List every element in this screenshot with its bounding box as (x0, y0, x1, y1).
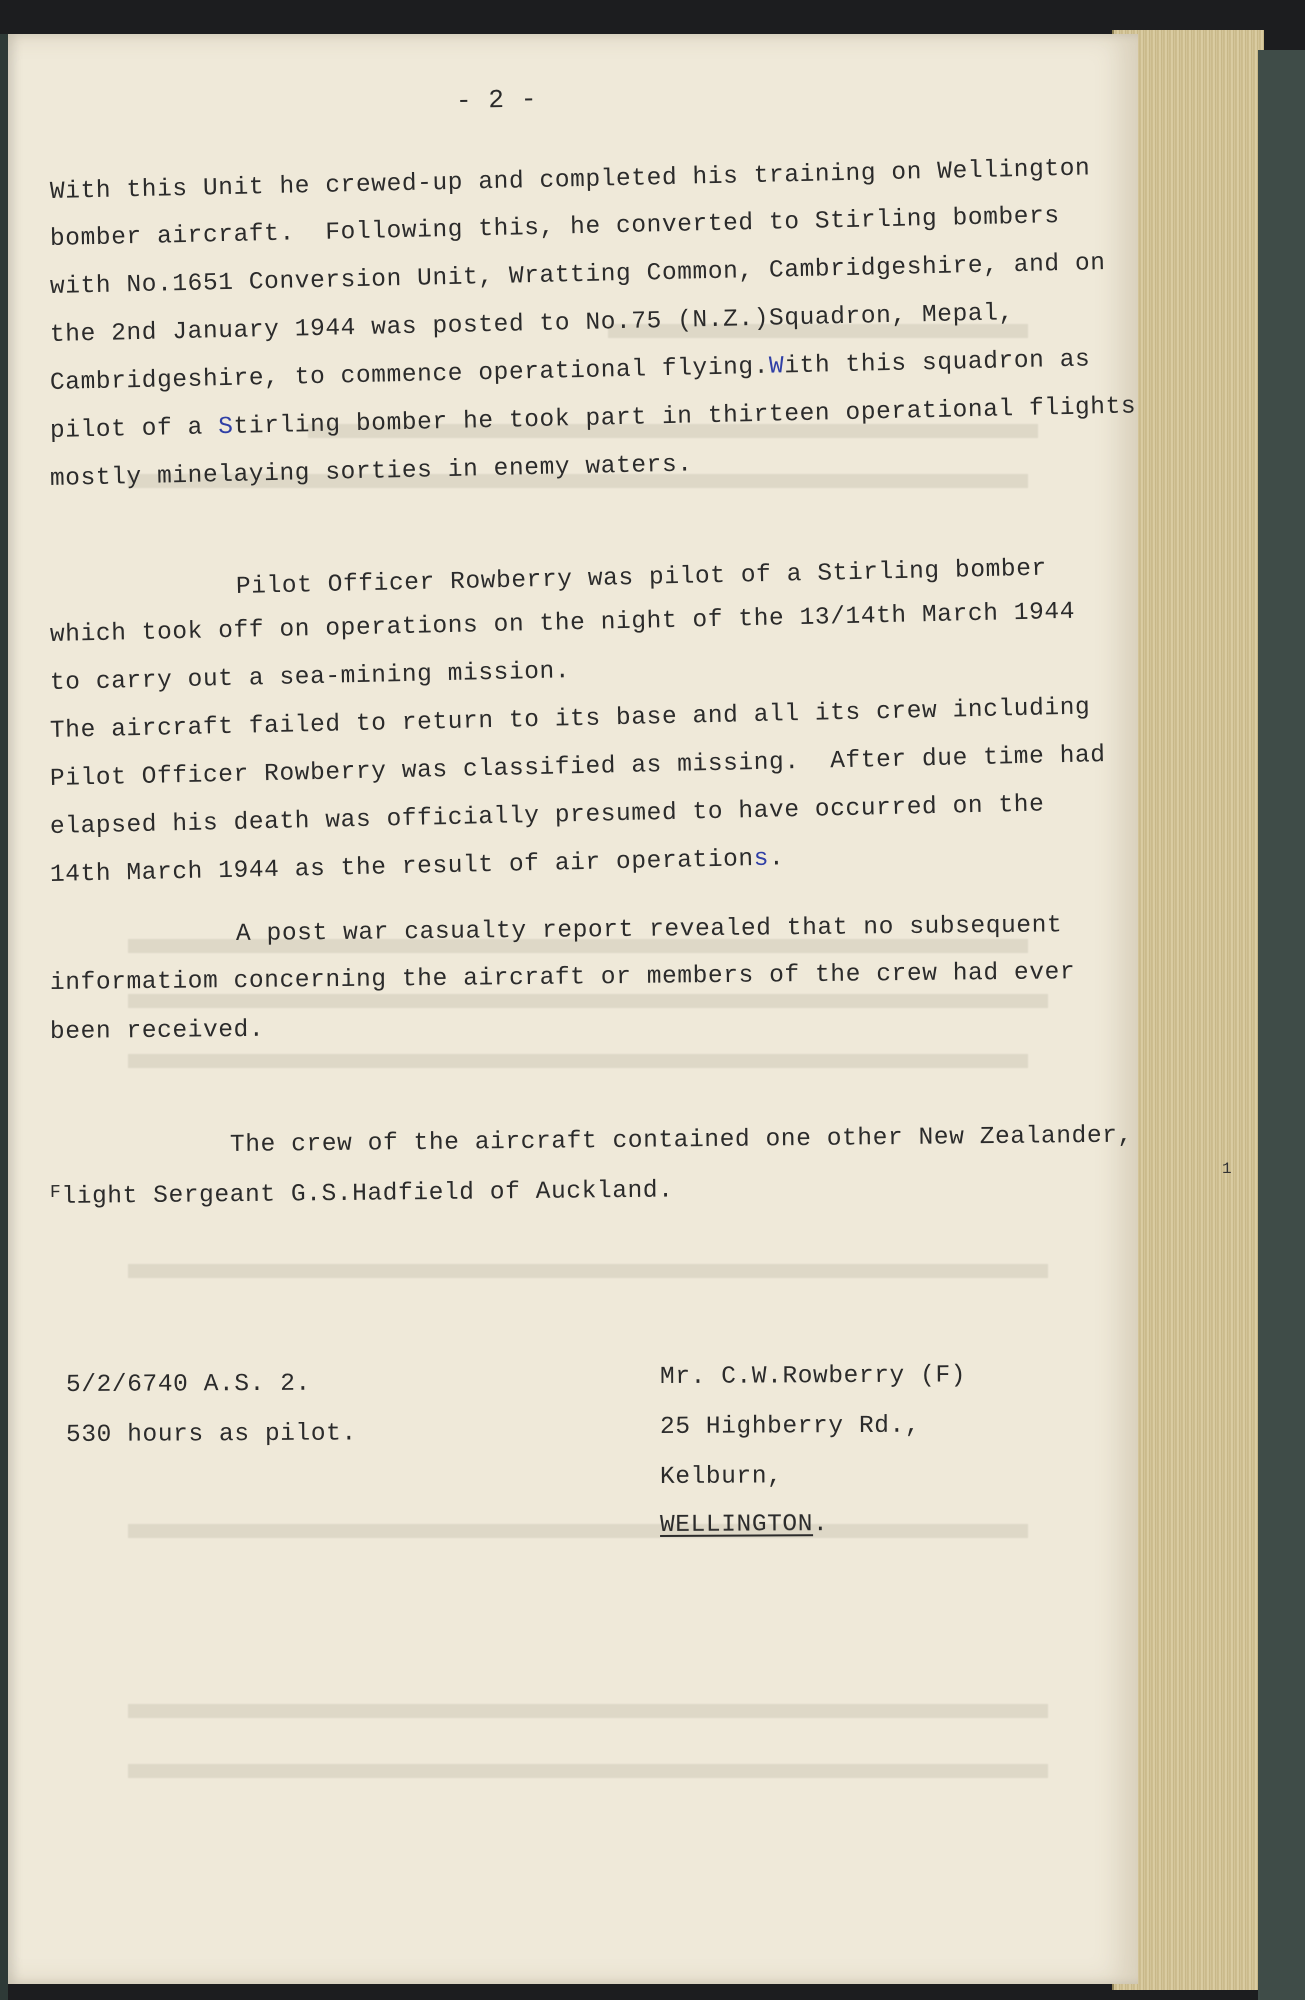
ink-correction-r: r (355, 458, 372, 487)
para1-line5 (50, 346, 1091, 397)
para2-line5: Pilot Officer Rowberry was classified as missing. After due time had (49, 742, 1106, 793)
document-page (8, 34, 1138, 1984)
para4-line2 (50, 1177, 674, 1211)
para2-line6: elapsed his death was officially presumed to have occurred on the (49, 791, 1045, 841)
para1-line5-text: Cambridgeshire, to commence operational flying. (49, 353, 770, 397)
address-street: 25 Highberry Rd., (659, 1412, 921, 1441)
flying-hours: 530 hours as pilot. (65, 1420, 357, 1449)
para1-line7-text: mostly minelaying so (49, 459, 357, 493)
address-suburb: Kelburn, (659, 1463, 783, 1491)
binding-left (0, 34, 8, 2000)
para2-line7: 14th March 1944 as the result of air operations. (49, 845, 785, 889)
ink-correction-w: W (768, 353, 785, 381)
para3-line3: been received. (49, 1016, 265, 1046)
para2-line7-text: 14th March 1944 as the result of air operation (49, 846, 755, 889)
para4-capital-f: F (49, 1182, 62, 1203)
para3-line1: A post war casualty report revealed that no subsequent (235, 912, 1063, 948)
para2-line1: Pilot Officer Rowberry was pilot of a Stirling bomber (235, 555, 1048, 601)
para3-line2: informatiom concerning the aircraft or members of the crew had ever (49, 959, 1076, 997)
file-reference: 5/2/6740 A.S. 2. (65, 1370, 311, 1399)
para1-line5-rest: ith this squadron as (784, 346, 1091, 381)
address-city-name: WELLINGTON (659, 1511, 814, 1539)
para1-line3: with No.1651 Conversion Unit, Wratting Common, Cambridgeshire, and on (49, 250, 1106, 301)
para2-line4: The aircraft failed to return to its base and all its crew including (49, 694, 1091, 745)
para1-line7-rest: ties in enemy waters. (370, 451, 693, 486)
para2-line2: which took off on operations on the night of the 13/14th March 1944 (49, 598, 1076, 649)
ink-correction-s: S (217, 413, 234, 442)
para1-line1: With this Unit he crewed-up and completed his training on Wellington (49, 155, 1091, 206)
para1-line6-rest: tirling bomber he took part in thirteen operational flights (233, 393, 1137, 441)
margin-mark: 1 (1222, 1160, 1232, 1178)
para4-line2-text: light Sergeant G.S.Hadfield of Auckland. (61, 1177, 674, 1211)
para1-line4: the 2nd January 1944 was posted to No.75 (N.Z.)Squadron, Mepal, (49, 300, 1015, 349)
para2-line3: to carry out a sea-mining mission. (49, 658, 571, 697)
next-of-kin-name: Mr. C.W.Rowberry (F) (659, 1362, 967, 1391)
para4-line1: The crew of the aircraft contained one other New Zealander, (229, 1122, 1133, 1159)
para1-line6-text: pilot of a (49, 414, 219, 445)
address-city (660, 1511, 828, 1539)
address-city-period: . (812, 1511, 829, 1539)
page-number: - 2 - (455, 84, 538, 116)
para1-line2: bomber aircraft. Following this, he converted to Stirling bombers (49, 203, 1061, 253)
book-cover (1258, 50, 1305, 2000)
ink-correction-s2: s (753, 845, 770, 874)
